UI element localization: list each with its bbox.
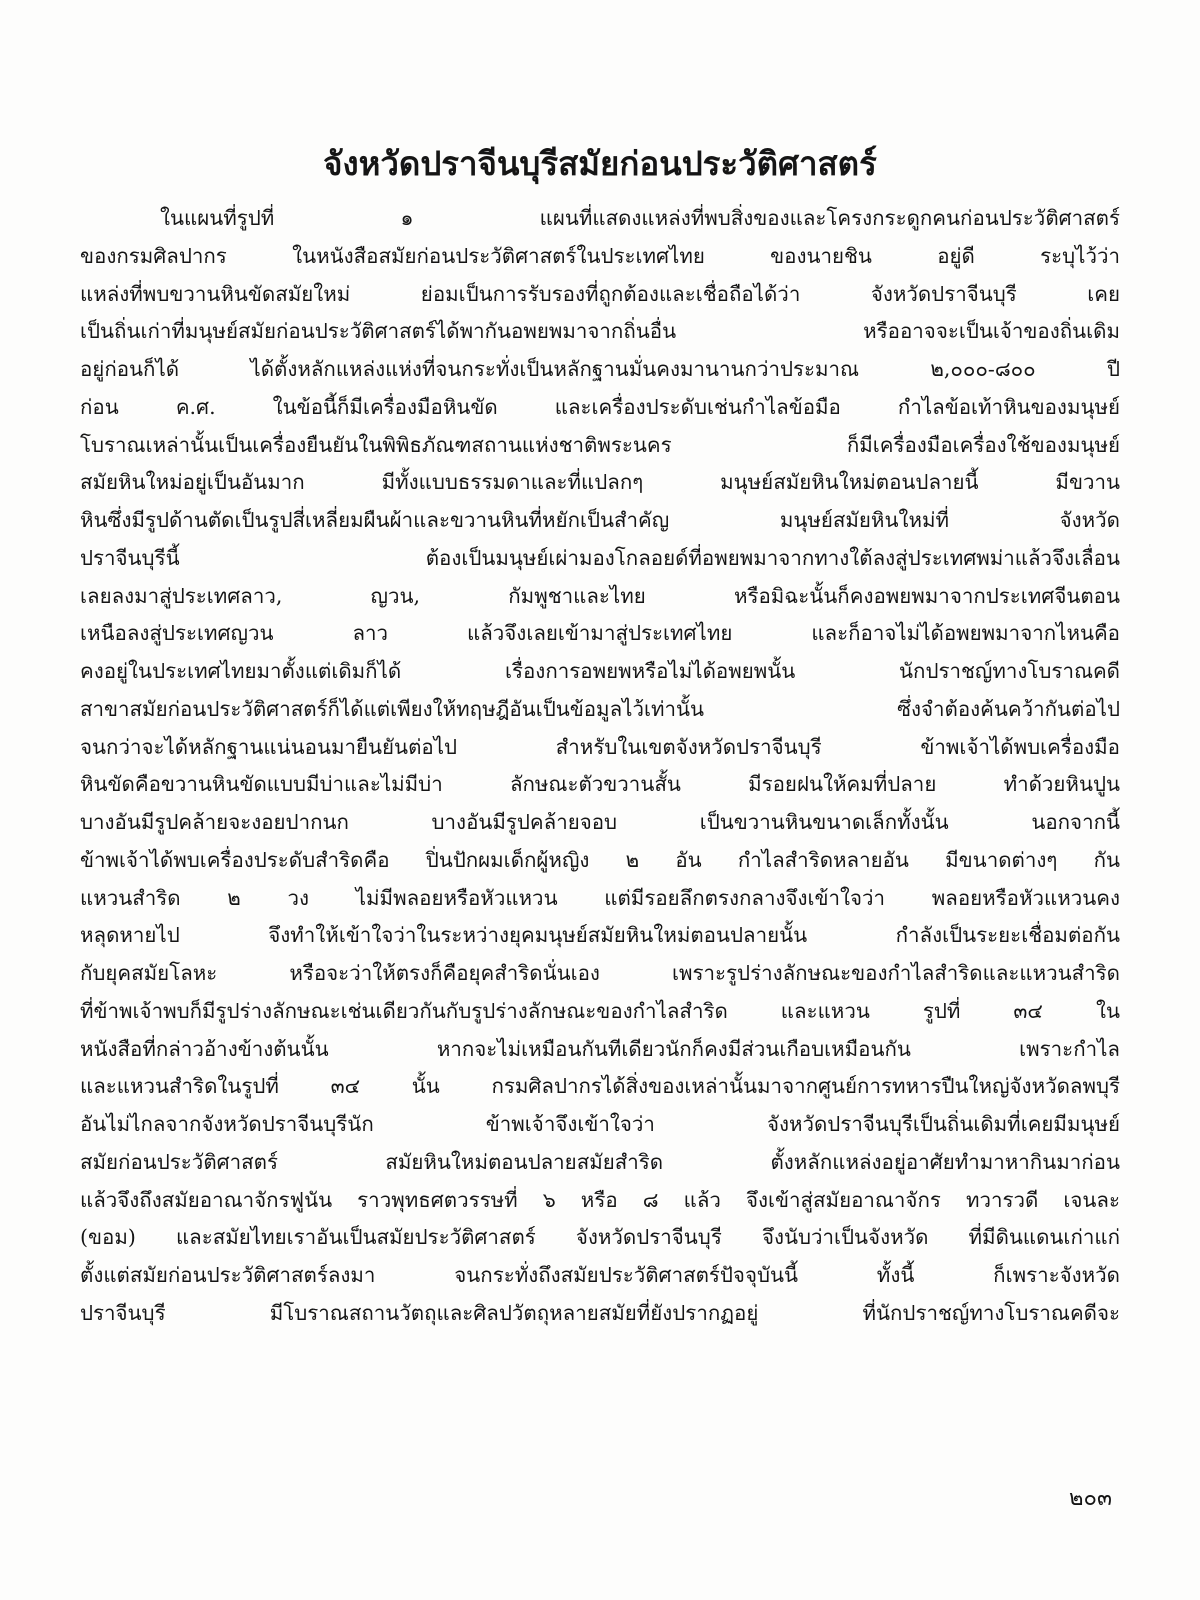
text-line: หินซึ่งมีรูปด้านตัดเป็นรูปสี่เหลี่ยมผืนผ้าและขวานหินที่หยักเป็นสำคัญ มนุษย์สมัยหินใหม่ที่ จังหวัด <box>80 508 1120 532</box>
text-line: ในแผนที่รูปที่ ๑ แผนที่แสดงแหล่งที่พบสิ่งของและโครงกระดูกคนก่อนประวัติศาสตร์ <box>160 206 1120 230</box>
text-line: คงอยู่ในประเทศไทยมาตั้งแต่เดิมก็ได้ เรื่องการอพยพหรือไม่ได้อพยพนั้น นักปราชญ์ทางโบราณคดี <box>80 659 1120 683</box>
text-line: สมัยก่อนประวัติศาสตร์ สมัยหินใหม่ตอนปลายสมัยสำริด ตั้งหลักแหล่งอยู่อาศัยทำมาหากินมาก่อน <box>80 1149 1120 1174</box>
text-line: บางอันมีรูปคล้ายจะงอยปากนก บางอันมีรูปคล้ายจอบ เป็นขวานหินขนาดเล็กทั้งนั้น นอกจากนี้ <box>80 810 1120 834</box>
text-line: และแหวนสำริดในรูปที่ ๓๔ นั้น กรมศิลปากรได้สิ่งของเหล่านั้นมาจากศูนย์การทหารปืนใหญ่จังหวัดลพบุรี <box>80 1074 1120 1099</box>
text-line: เป็นถิ่นเก่าที่มนุษย์สมัยก่อนประวัติศาสตร์ได้พากันอพยพมาจากถิ่นอื่น หรืออาจจะเป็นเจ้าของถิ่นเดิม <box>80 319 1120 344</box>
text-line: แล้วจึงถึงสมัยอาณาจักรฟูนัน ราวพุทธศตวรรษที่ ๖ หรือ ๘ แล้ว จึงเข้าสู่สมัยอาณาจักร ทวารวดี เจนละ <box>80 1187 1120 1212</box>
text-line: หินขัดคือขวานหินขัดแบบมีบ่าและไม่มีบ่า ลักษณะตัวขวานสั้น มีรอยฝนให้คมที่ปลาย ทำด้วยหินปูน <box>80 772 1120 797</box>
text-line: ตั้งแต่สมัยก่อนประวัติศาสตร์ลงมา จนกระทั่งถึงสมัยประวัติศาสตร์ปัจจุบันนี้ ทั้งนี้ ก็เพราะจังหวัด <box>80 1263 1120 1287</box>
text-line: หนังสือที่กล่าวอ้างข้างต้นนั้น หากจะไม่เหมือนกันทีเดียวนักก็คงมีส่วนเกือบเหมือนกัน เพราะกำไล <box>80 1036 1120 1061</box>
text-line: หลุดหายไป จึงทำให้เข้าใจว่าในระหว่างยุคมนุษย์สมัยหินใหม่ตอนปลายนั้น กำลังเป็นระยะเชื่อมต่อกัน <box>80 923 1120 948</box>
text-line: ที่ข้าพเจ้าพบก็มีรูปร่างลักษณะเช่นเดียวกันกับรูปร่างลักษณะของกำไลสำริด และแหวน รูปที่ ๓๔ ใน <box>80 998 1120 1023</box>
text-line: เลยลงมาสู่ประเทศลาว, ญวน, กัมพูชาและไทย หรือมิฉะนั้นก็คงอพยพมาจากประเทศจีนตอน <box>80 583 1120 608</box>
page-title: จังหวัดปราจีนบุรีสมัยก่อนประวัติศาสตร์ <box>323 144 877 183</box>
text-line: สาขาสมัยก่อนประวัติศาสตร์ก็ได้แต่เพียงให้ทฤษฎีอันเป็นข้อมูลไว้เท่านั้น ซึ่งจำต้องค้นคว้ากันต่อไป <box>80 696 1120 721</box>
text-line: สมัยหินใหม่อยู่เป็นอันมาก มีทั้งแบบธรรมดาและที่แปลกๆ มนุษย์สมัยหินใหม่ตอนปลายนี้ มีขวาน <box>80 470 1120 495</box>
page-number: ๒๐๓ <box>1069 1486 1112 1511</box>
text-line: อยู่ก่อนก็ได้ ได้ตั้งหลักแหล่งแห่งที่จนกระทั่งเป็นหลักฐานมั่นคงมานานกว่าประมาณ ๒,๐๐๐-๘๐๐ ปี <box>80 357 1120 381</box>
text-line: โบราณเหล่านั้นเป็นเครื่องยืนยันในพิพิธภัณฑสถานแห่งชาติพระนคร ก็มีเครื่องมือเครื่องใช้ของมนุษย์ <box>80 432 1120 457</box>
text-line: แหล่งที่พบขวานหินขัดสมัยใหม่ ย่อมเป็นการรับรองที่ถูกต้องและเชื่อถือได้ว่า จังหวัดปราจีนบุรี เคย <box>80 281 1120 306</box>
text-line: อันไม่ไกลจากจังหวัดปราจีนบุรีนัก ข้าพเจ้าจึงเข้าใจว่า จังหวัดปราจีนบุรีเป็นถิ่นเดิมที่เคยมีมนุษย์ <box>80 1112 1120 1136</box>
text-line: จนกว่าจะได้หลักฐานแน่นอนมายืนยันต่อไป สำหรับในเขตจังหวัดปราจีนบุรี ข้าพเจ้าได้พบเครื่องมือ <box>80 734 1120 759</box>
text-line: ปราจีนบุรีนี้ ต้องเป็นมนุษย์เผ่ามองโกลอยด์ที่อพยพมาจากทางใต้ลงสู่ประเทศพม่าแล้วจึงเลื่อน <box>80 545 1120 570</box>
text-line: (ขอม) และสมัยไทยเราอันเป็นสมัยประวัติศาสตร์ จังหวัดปราจีนบุรี จึงนับว่าเป็นจังหวัด ที่มีดินแดนเก่าแก่ <box>80 1225 1120 1250</box>
text-line: กับยุคสมัยโลหะ หรือจะว่าให้ตรงก็คือยุคสำริดนั่นเอง เพราะรูปร่างลักษณะของกำไลสำริดและแหวนสำริด <box>80 961 1120 985</box>
text-line: เหนือลงสู่ประเทศญวน ลาว แล้วจึงเลยเข้ามาสู่ประเทศไทย และก็อาจไม่ได้อพยพมาจากไหนคือ <box>80 621 1120 646</box>
body-text <box>80 200 1120 1333</box>
text-line: ของกรมศิลปากร ในหนังสือสมัยก่อนประวัติศาสตร์ในประเทศไทย ของนายชิน อยู่ดี ระบุไว้ว่า <box>80 243 1120 268</box>
text-line: ก่อน ค.ศ. ในข้อนี้ก็มีเครื่องมือหินขัด และเครื่องประดับเช่นกำไลข้อมือ กำไลข้อเท้าหินของมนุษย์ <box>80 394 1120 419</box>
text-line: ข้าพเจ้าได้พบเครื่องประดับสำริดคือ ปิ่นปักผมเด็กผู้หญิง ๒ อัน กำไลสำริดหลายอัน มีขนาดต่างๆ กัน <box>80 847 1120 872</box>
text-line: แหวนสำริด ๒ วง ไม่มีพลอยหรือหัวแหวน แต่มีรอยลึกตรงกลางจึงเข้าใจว่า พลอยหรือหัวแหวนคง <box>80 885 1120 910</box>
text-line: ปราจีนบุรี มีโบราณสถานวัตถุและศิลปวัตถุหลายสมัยที่ยังปรากฏอยู่ ที่นักปราชญ์ทางโบราณคดีจะ <box>80 1300 1120 1325</box>
